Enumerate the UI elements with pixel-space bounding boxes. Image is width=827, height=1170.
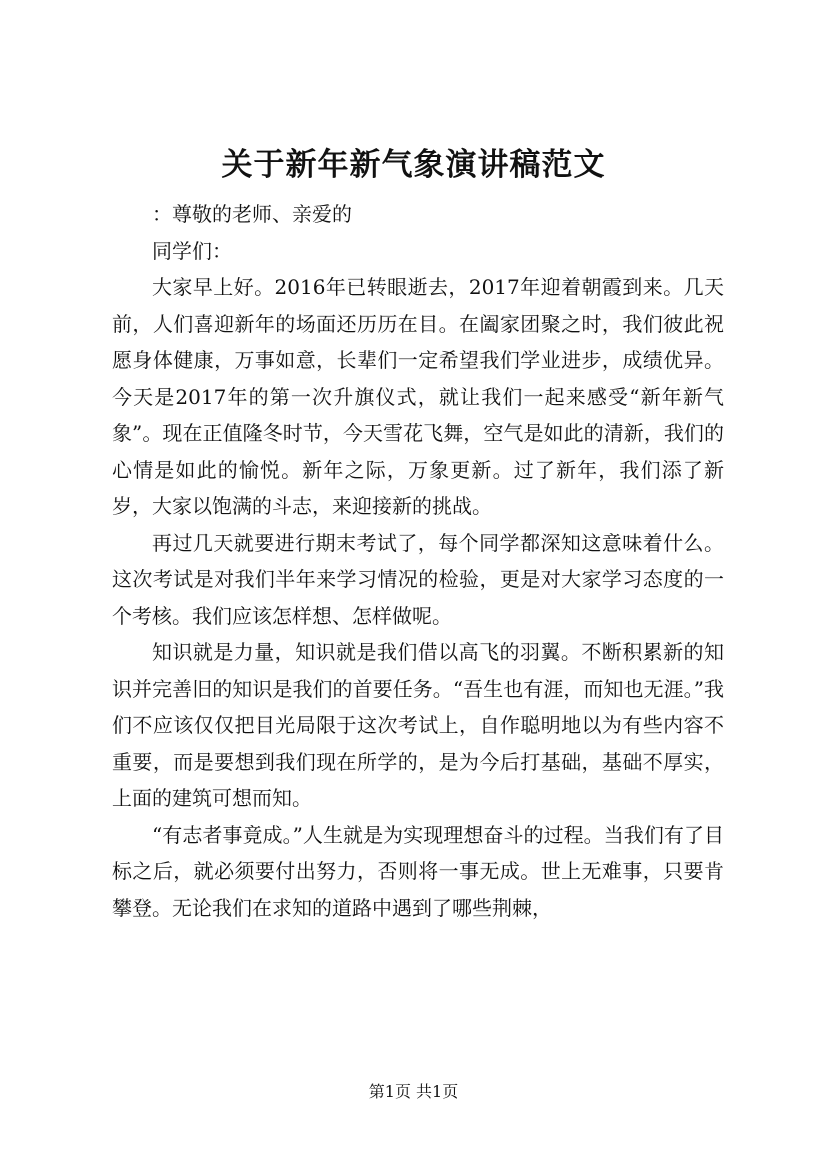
paragraph-3: 知识就是力量，知识就是我们借以高飞的羽翼。不断积累新的知识并完善旧的知识是我们的首要任务。“吾生也有涯，而知也无涯。”我们不应该仅仅把目光局限于这次考试上，自作聪明地以为有些内容不重要，而是要想到我们现在所学的，是为今后打基础，基础不厚实，上面的建筑可想而知。 (112, 640, 724, 810)
paragraph-4: “有志者事竟成。”人生就是为实现理想奋斗的过程。当我们有了目标之后，就必须要付出努力，否则将一事无成。世上无难事，只要肯攀登。无论我们在求知的道路中遇到了哪些荆棘， (112, 822, 724, 920)
salutation-line-2: 同学们： (152, 238, 232, 263)
document-body (112, 196, 724, 926)
page-footer: 第1页 共1页 (368, 1082, 459, 1101)
salutation-line-1: ：尊敬的老师、亲爱的 (152, 202, 352, 226)
paragraph-1: 大家早上好。2016年已转眼逝去，2017年迎着朝霞到来。几天前，人们喜迎新年的场面还历历在目。在阖家团聚之时，我们彼此祝愿身体健康，万事如意，长辈们一定希望我们学业进步，成绩优异。今天是2017年的第一次升旗仪式，就让我们一起来感受“新年新气象”。现在正值隆冬时节，今天雪花飞舞，空气是如此的清新，我们的心情是如此的愉悦。新年之际，万象更新。过了新年，我们添了新岁，大家以饱满的斗志，来迎接新的挑战。 (112, 275, 724, 518)
document-title: 关于新年新气象演讲稿范文 (221, 147, 606, 183)
paragraph-2: 再过几天就要进行期末考试了，每个同学都深知这意味着什么。这次考试是对我们半年来学习情况的检验，更是对大家学习态度的一个考核。我们应该怎样想、怎样做呢。 (112, 530, 724, 628)
